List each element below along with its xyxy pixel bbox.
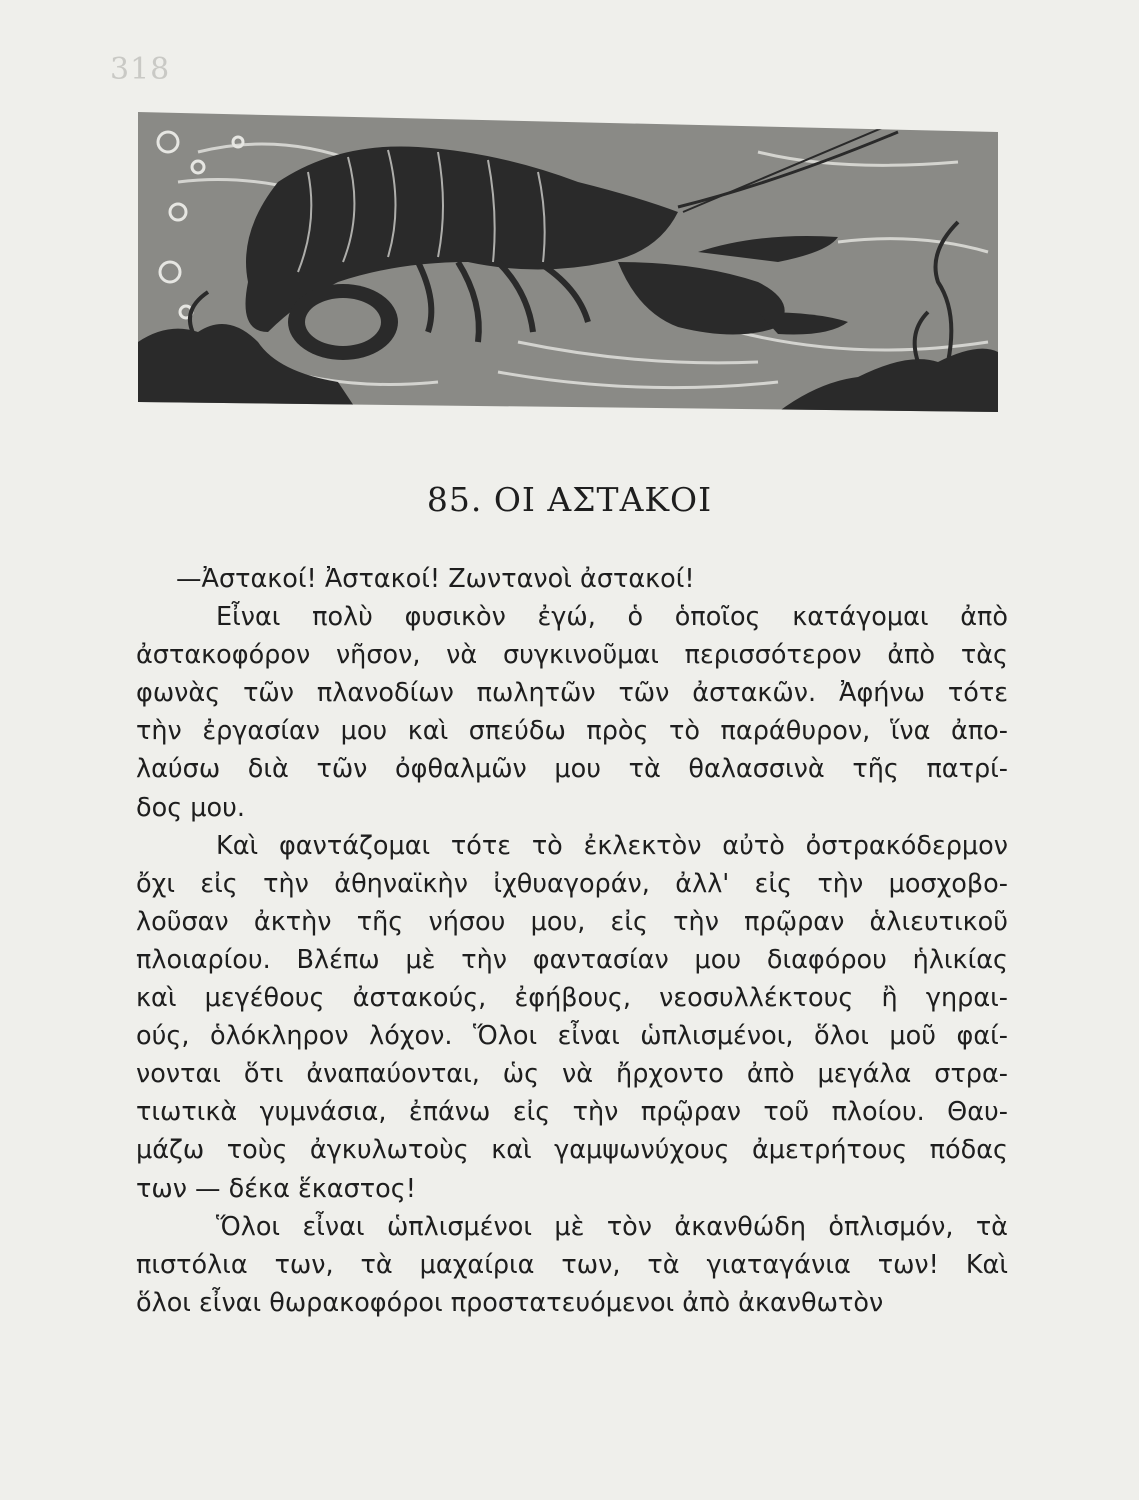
paragraph	[136, 560, 1008, 598]
chapter-title: 85. ΟΙ ΑΣΤΑΚΟΙ	[426, 480, 713, 519]
text-line: καὶ μεγέθους ἀστακούς, ἐφήβους, νεοσυλλέκτους ἢ γηραι-	[136, 983, 1008, 1014]
text-line: Ὅλοι εἶναι ὡπλισμένοι μὲ τὸν ἀκανθώδη ὁπλισμόν, τὰ	[216, 1211, 1008, 1242]
text-line: τιωτικὰ γυμνάσια, ἐπάνω εἰς τὴν πρῷραν τοῦ πλοίου. Θαυ-	[136, 1097, 1008, 1128]
text-line: ούς, ὁλόκληρον λόχον. Ὅλοι εἶναι ὡπλισμένοι, ὅλοι μοῦ φαί-	[136, 1021, 1008, 1052]
lobster-illustration	[138, 112, 998, 428]
text-line: των — δέκα ἕκαστος!	[136, 1173, 416, 1204]
text-line: πλοιαρίου. Βλέπω μὲ τὴν φαντασίαν μου διαφόρου ἡλικίας	[136, 944, 1008, 975]
text-line: δος μου.	[136, 792, 245, 823]
paragraph	[136, 827, 1008, 1208]
text-line: —Ἀστακοί! Ἀστακοί! Ζωντανοὶ ἀστακοί!	[176, 564, 695, 594]
text-line: ὄχι εἰς τὴν ἀθηναϊκὴν ἰχθυαγοράν, ἀλλ' εἰς τὴν μοσχοβο-	[136, 868, 1008, 899]
text-line: μάζω τοὺς ἀγκυλωτοὺς καὶ γαμψωνύχους ἀμετρήτους πόδας	[136, 1135, 1008, 1166]
text-line: φωνὰς τῶν πλανοδίων πωλητῶν τῶν ἀστακῶν. Ἀφήνω τότε	[136, 678, 1008, 709]
text-line: Καὶ φαντάζομαι τότε τὸ ἐκλεκτὸν αὐτὸ ὀστρακόδερμον	[216, 830, 1008, 861]
paragraph	[136, 598, 1008, 827]
bleed-through-page-number: 318	[110, 52, 171, 87]
text-line: ἀστακοφόρον νῆσον, νὰ συγκινοῦμαι περισσότερον ἀπὸ τὰς	[136, 640, 1008, 671]
body-text	[136, 560, 1008, 1322]
text-line: Εἶναι πολὺ φυσικὸν ἐγώ, ὁ ὁποῖος κατάγομαι ἀπὸ	[216, 602, 1008, 633]
text-line: νονται ὅτι ἀναπαύονται, ὡς νὰ ἤρχοντο ἀπὸ μεγάλα στρα-	[136, 1059, 1008, 1090]
text-line: λοῦσαν ἀκτὴν τῆς νήσου μου, εἰς τὴν πρῷραν ἁλιευτικοῦ	[136, 906, 1008, 937]
paragraph	[136, 1208, 1008, 1322]
text-line: λαύσω διὰ τῶν ὀφθαλμῶν μου τὰ θαλασσινὰ τῆς πατρί-	[136, 754, 1008, 785]
text-line: τὴν ἐργασίαν μου καὶ σπεύδω πρὸς τὸ παράθυρον, ἵνα ἀπο-	[136, 716, 1008, 747]
text-line: ὅλοι εἶναι θωρακοφόροι προστατευόμενοι ἀπὸ ἀκανθωτὸν	[136, 1287, 884, 1318]
text-line: πιστόλια των, τὰ μαχαίρια των, τὰ γιαταγάνια των! Καὶ	[136, 1249, 1008, 1280]
